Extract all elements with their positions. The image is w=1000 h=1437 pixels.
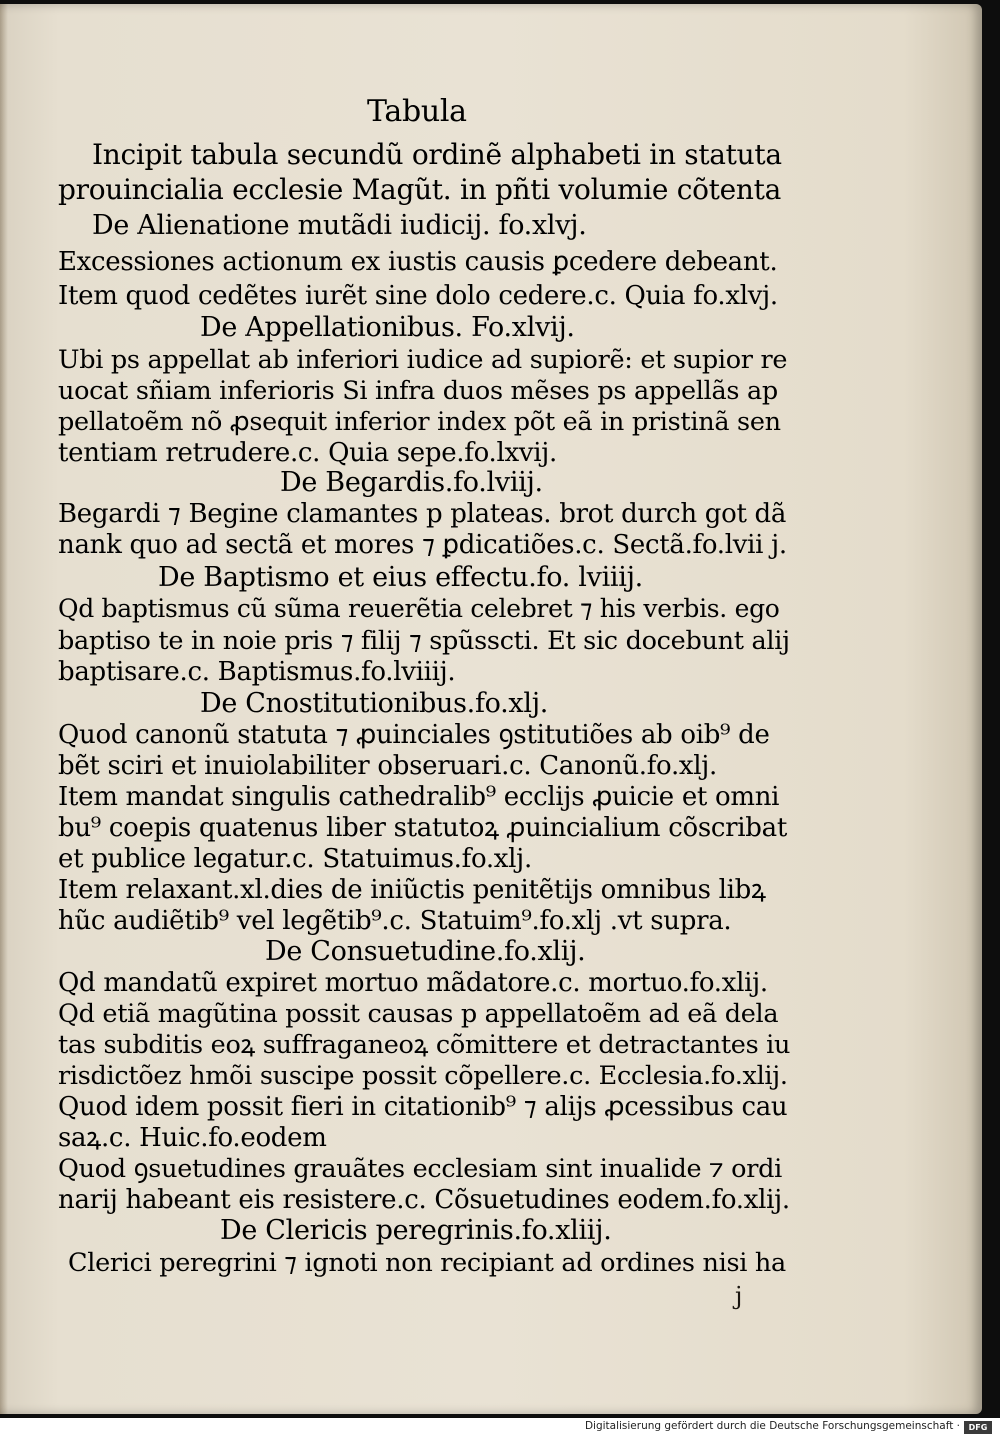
- running-head: Tabula: [367, 94, 467, 129]
- dfg-logo: DFG: [964, 1421, 992, 1434]
- title-line: prouincialia ecclesie Magũt. in pñti volumie cõtenta: [58, 173, 781, 206]
- table-entry-line: bẽt sciri et inuiolabiliter obseruari.c. Canonũ.fo.xlj.: [58, 751, 718, 781]
- title-line: Incipit tabula secundũ ordinẽ alphabeti in statuta: [92, 138, 782, 171]
- table-entry-line: Clerici peregrini ⁊ ignoti non recipiant ad ordines nisi ha: [68, 1248, 786, 1278]
- table-entry-line: uocat sñiam inferioris Si infra duos mẽses ps appellãs ap: [58, 376, 778, 406]
- section-heading: De Cnostitutionibus.fo.xlj.: [200, 688, 549, 719]
- table-entry-line: nank quo ad sectã et mores ⁊ ꝑdicatiões.c. Sectã.fo.lvii j.: [58, 530, 787, 560]
- table-entry-line: Item quod cedẽtes iurẽt sine dolo cedere.c. Quia fo.xlvj.: [58, 281, 778, 311]
- table-entry-line: Excessiones actionum ex iustis causis ꝑcedere debeant.: [58, 247, 778, 277]
- table-entry-line: risdictõez hmõi suscipe possit cõpellere.c. Ecclesia.fo.xlij.: [58, 1061, 788, 1091]
- table-entry-line: Qd mandatũ expiret mortuo mãdatore.c. mortuo.fo.xlij.: [58, 968, 768, 998]
- table-entry-line: et publice legatur.c. Statuimus.fo.xlj.: [58, 844, 532, 874]
- section-heading: De Baptismo et eius effectu.fo. lviiij.: [158, 562, 643, 593]
- table-entry-line: Quod canonũ statuta ⁊ ꝓuinciales ꝯstitutiões ab oib⁹ de: [58, 720, 770, 750]
- table-entry-line: Quod ꝯsuetudines grauãtes ecclesiam sint inualide ⁊ ordi: [58, 1154, 783, 1184]
- section-heading: De Begardis.fo.lviij.: [280, 467, 543, 498]
- section-heading: De Clericis peregrinis.fo.xliij.: [220, 1215, 612, 1246]
- table-entry-line: tentiam retrudere.c. Quia sepe.fo.lxvij.: [58, 438, 557, 468]
- section-heading: De Appellationibus. Fo.xlvij.: [200, 312, 575, 343]
- table-entry-line: Quod idem possit fieri in citationib⁹ ⁊ alijs ꝓcessibus cau: [58, 1092, 788, 1122]
- table-entry-line: bu⁹ coepis quatenus liber statutoꝝ ꝓuincialium cõscribat: [58, 813, 787, 843]
- table-entry-line: hũc audiẽtib⁹ vel legẽtib⁹.c. Statuim⁹.fo.xlj .vt supra.: [58, 906, 732, 936]
- section-heading: De Alienatione mutãdi iudicij. fo.xlvj.: [92, 210, 587, 241]
- footer-bar: [0, 1418, 1000, 1437]
- table-entry-line: Begardi ⁊ Begine clamantes p plateas. brot durch got dã: [58, 499, 787, 529]
- footer-credit: Digitalisierung gefördert durch die Deutsche Forschungsgemeinschaft ·: [584, 1420, 960, 1432]
- book-page: [0, 4, 982, 1414]
- table-entry-line: Item relaxant.xl.dies de iniũctis penitẽtijs omnibus libꝝ: [58, 875, 766, 905]
- table-entry-line: baptisare.c. Baptismus.fo.lviiij.: [58, 657, 456, 687]
- table-entry-line: saꝝ.c. Huic.fo.eodem: [58, 1123, 327, 1153]
- table-entry-line: baptiso te in noie pris ⁊ filij ⁊ spũsscti. Et sic docebunt alij: [58, 626, 790, 656]
- table-entry-line: narij habeant eis resistere.c. Cõsuetudines eodem.fo.xlij.: [58, 1185, 790, 1215]
- signature-mark: j: [735, 1282, 743, 1310]
- table-entry-line: Qd baptismus cũ sũma reuerẽtia celebret ⁊ his verbis. ego: [58, 594, 780, 623]
- table-entry-line: tas subditis eoꝝ suffraganeoꝝ cõmittere et detractantes iu: [58, 1030, 791, 1060]
- table-entry-line: Qd etiã magũtina possit causas p appellatoẽm ad eã dela: [58, 999, 779, 1029]
- table-entry-line: pellatoẽm nõ ꝓsequit inferior index põt eã in pristinã sen: [58, 407, 781, 437]
- table-entry-line: Ubi ps appellat ab inferiori iudice ad supiorẽ: et supior re: [58, 345, 788, 375]
- table-entry-line: Item mandat singulis cathedralib⁹ ecclijs ꝓuicie et omni: [58, 782, 780, 812]
- section-heading: De Consuetudine.fo.xlij.: [265, 936, 586, 967]
